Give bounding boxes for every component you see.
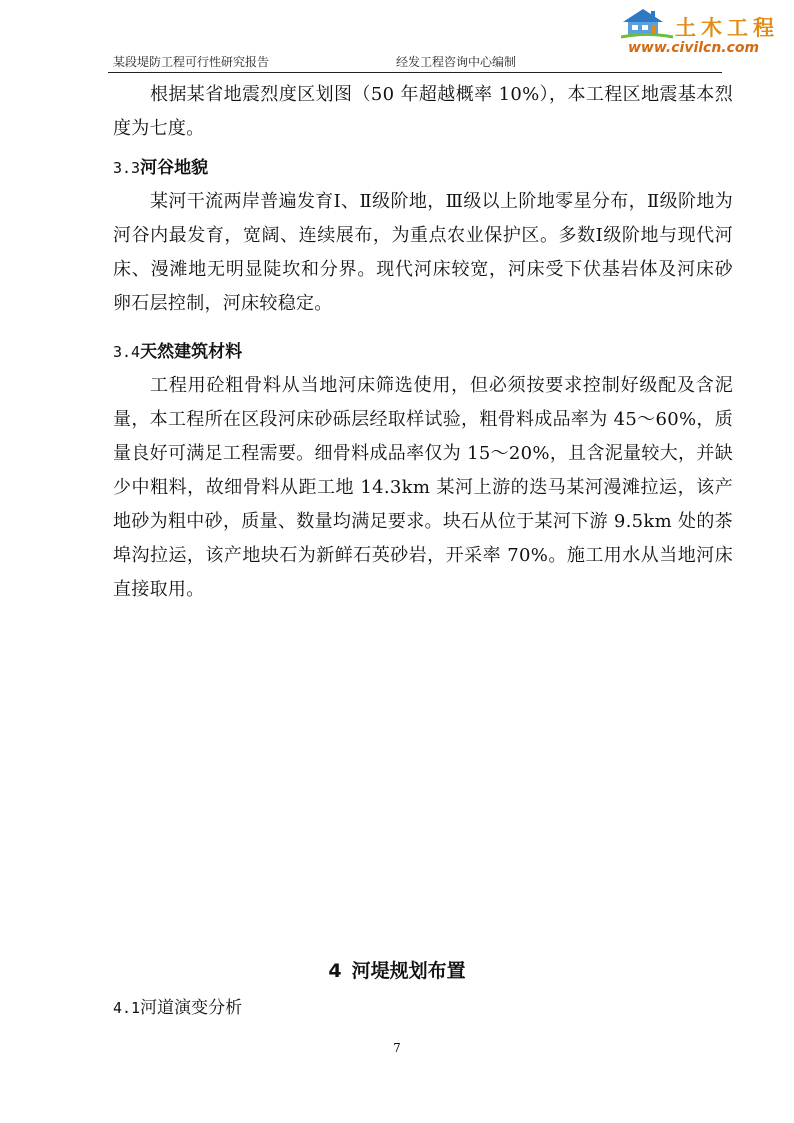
page-number: 7 xyxy=(393,1041,401,1055)
paragraph-building-materials: 工程用砼粗骨料从当地河床筛选使用，但必须按要求控制好级配及含泥量，本工程所在区段河床砂砾层经取样试验，粗骨料成品率为 45～60%，质量良好可满足工程需要。细骨料成品率仅为 15～20%，且含泥量较大，并缺少中粗料，故细骨料从距工地 14.3km 某河上游的迭马某河漫滩拉运，该产地砂为粗中砂，质量、数量均满足要求。块石从位于某河下游 9.5km 处的茶埠沟拉运，该产地块石为新鲜石英砂岩，开采率 70%。施工用水从当地河床直接取用。 xyxy=(113,375,733,600)
section-title: 河道演变分析 xyxy=(140,998,243,1018)
site-logo xyxy=(615,4,779,60)
logo-url: www.civilcn.com xyxy=(628,40,760,56)
section-heading-3-3 xyxy=(113,156,208,180)
logo-title: 土木工程 xyxy=(675,16,779,40)
chapter-title: 河堤规划布置 xyxy=(351,960,466,982)
section-title: 河谷地貌 xyxy=(140,158,209,178)
section-number: 3.4 xyxy=(113,343,141,361)
chapter-number: 4 xyxy=(328,960,342,982)
section-title: 天然建筑材料 xyxy=(140,342,243,362)
header-report-title: 某段堤防工程可行性研究报告 xyxy=(113,55,270,69)
header-divider xyxy=(108,72,722,73)
paragraph-valley-landform: 某河干流两岸普遍发育Ⅰ、Ⅱ级阶地，Ⅲ级以上阶地零星分布，Ⅱ级阶地为河谷内最发育，宽阔、连续展布，为重点农业保护区。多数Ⅰ级阶地与现代河床、漫滩地无明显陡坎和分界。现代河床较宽，河床受下伏基岩体及河床砂卵石层控制，河床较稳定。 xyxy=(113,191,733,314)
chapter-heading xyxy=(0,957,794,985)
section-heading-4-1 xyxy=(113,996,242,1020)
house-icon xyxy=(621,6,673,40)
section-number: 3.3 xyxy=(113,159,141,177)
paragraph-seismic: 根据某省地震烈度区划图（50 年超越概率 10%），本工程区地震基本烈度为七度。 xyxy=(113,84,733,139)
section-number: 4.1 xyxy=(113,999,141,1017)
header-compiler: 经发工程咨询中心编制 xyxy=(396,55,517,69)
section-heading-3-4 xyxy=(113,340,242,364)
